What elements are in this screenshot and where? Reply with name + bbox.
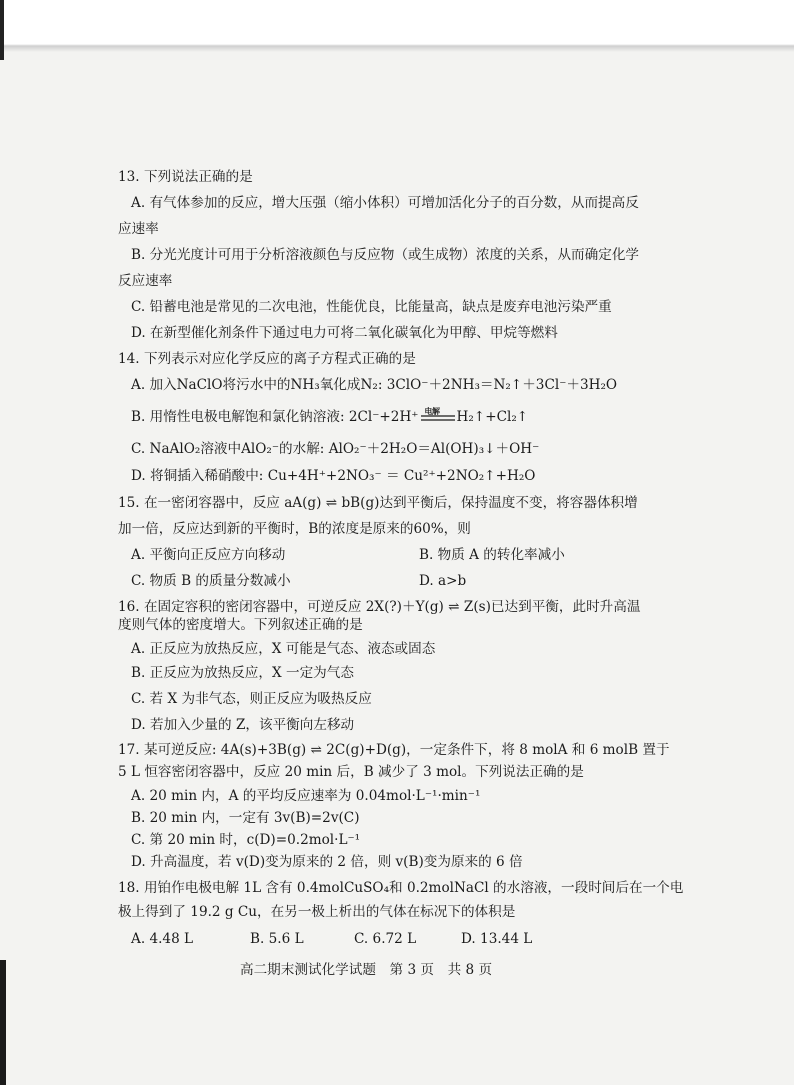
q17-option-a: A. 20 min 内，A 的平均反应速率为 0.04mol·L⁻¹·min⁻¹: [131, 788, 481, 804]
q14-option-b-lhs: B. 用惰性电极电解饱和氯化钠溶液: 2Cl⁻+2H⁺: [131, 409, 419, 425]
electrolysis-condition: 电解: [424, 406, 440, 416]
q15-option-b: B. 物质 A 的转化率减小: [419, 547, 565, 563]
q15-stem-cont: 加一倍，反应达到新的平衡时，B的浓度是原来的60%，则: [118, 521, 471, 537]
q17-stem: 17. 某可逆反应: 4A(s)+3B(g) ⇌ 2C(g)+D(g)，一定条件下，将 8 molA 和 6 molB 置于: [118, 742, 670, 758]
q18-stem: 18. 用铂作电极电解 1L 含有 0.4molCuSO₄和 0.2molNaCl 的水溶液，一段时间后在一个电: [118, 880, 684, 896]
q18-stem-cont: 极上得到了 19.2 g Cu，在另一极上析出的气体在标况下的体积是: [118, 904, 516, 920]
q18-option-c: C. 6.72 L: [354, 931, 417, 947]
q16-stem-cont: 度则气体的密度增大。下列叙述正确的是: [118, 617, 363, 633]
q13-option-d: D. 在新型催化剂条件下通过电力可将二氧化碳氧化为甲醇、甲烷等燃料: [131, 325, 558, 341]
q14-option-b: [131, 408, 528, 426]
electrolysis-arrow: [419, 408, 457, 426]
q17-option-d: D. 升高温度，若 v(D)变为原来的 2 倍，则 v(B)变为原来的 6 倍: [131, 854, 523, 870]
q13-option-b: B. 分光光度计可用于分析溶液颜色与反应物（或生成物）浓度的关系，从而确定化学: [131, 247, 640, 263]
q18-option-a: A. 4.48 L: [131, 931, 194, 947]
q13-option-c: C. 铅蓄电池是常见的二次电池，性能优良，比能量高，缺点是废弃电池污染严重: [131, 299, 612, 315]
q17-stem-cont: 5 L 恒容密闭容器中，反应 20 min 后，B 减少了 3 mol。下列说法正确的是: [118, 764, 584, 780]
q14-stem: 14. 下列表示对应化学反应的离子方程式正确的是: [118, 351, 416, 367]
q16-option-c: C. 若 X 为非气态，则正反应为吸热反应: [131, 691, 372, 707]
q13-option-a-cont: 应速率: [118, 221, 159, 237]
q13-option-b-cont: 反应速率: [118, 273, 173, 289]
q16-stem: 16. 在固定容积的密闭容器中，可逆反应 2X(?)＋Y(g) ⇌ Z(s)已达到平衡，此时升高温: [118, 599, 641, 615]
q14-option-c: C. NaAlO₂溶液中AlO₂⁻的水解: AlO₂⁻＋2H₂O＝Al(OH)₃↓＋OH⁻: [131, 441, 540, 457]
q14-option-a: A. 加入NaClO将污水中的NH₃氧化成N₂: 3ClO⁻＋2NH₃＝N₂↑＋3Cl⁻＋3H₂O: [131, 377, 618, 393]
q14-option-b-rhs: H₂↑+Cl₂↑: [456, 409, 529, 425]
q16-option-b: B. 正反应为放热反应，X 一定为气态: [131, 665, 354, 681]
q18-option-b: B. 5.6 L: [250, 931, 304, 947]
q15-option-c: C. 物质 B 的质量分数减小: [131, 573, 291, 589]
q15-option-a: A. 平衡向正反应方向移动: [131, 547, 286, 563]
q13-stem: 13. 下列说法正确的是: [118, 169, 253, 185]
q15-stem: 15. 在一密闭容器中，反应 aA(g) ⇌ bB(g)达到平衡后，保持温度不变，将容器体积增: [118, 495, 638, 511]
q15-option-d: D. a>b: [419, 573, 467, 589]
q17-option-b: B. 20 min 内，一定有 3v(B)=2v(C): [131, 810, 360, 826]
q16-option-d: D. 若加入少量的 Z，该平衡向左移动: [131, 717, 355, 733]
q18-option-d: D. 13.44 L: [461, 931, 533, 947]
q16-option-a: A. 正反应为放热反应，X 可能是气态、液态或固态: [131, 641, 436, 657]
page-footer: 高二期末测试化学试题 第 3 页 共 8 页: [240, 962, 493, 978]
q14-option-d: D. 将铜插入稀硝酸中: Cu+4H⁺+2NO₃⁻ ＝ Cu²⁺+2NO₂↑+H₂O: [131, 468, 536, 484]
q13-option-a: A. 有气体参加的反应，增大压强（缩小体积）可增加活化分子的百分数，从而提高反: [131, 195, 639, 211]
q17-option-c: C. 第 20 min 时，c(D)=0.2mol·L⁻¹: [131, 832, 361, 848]
